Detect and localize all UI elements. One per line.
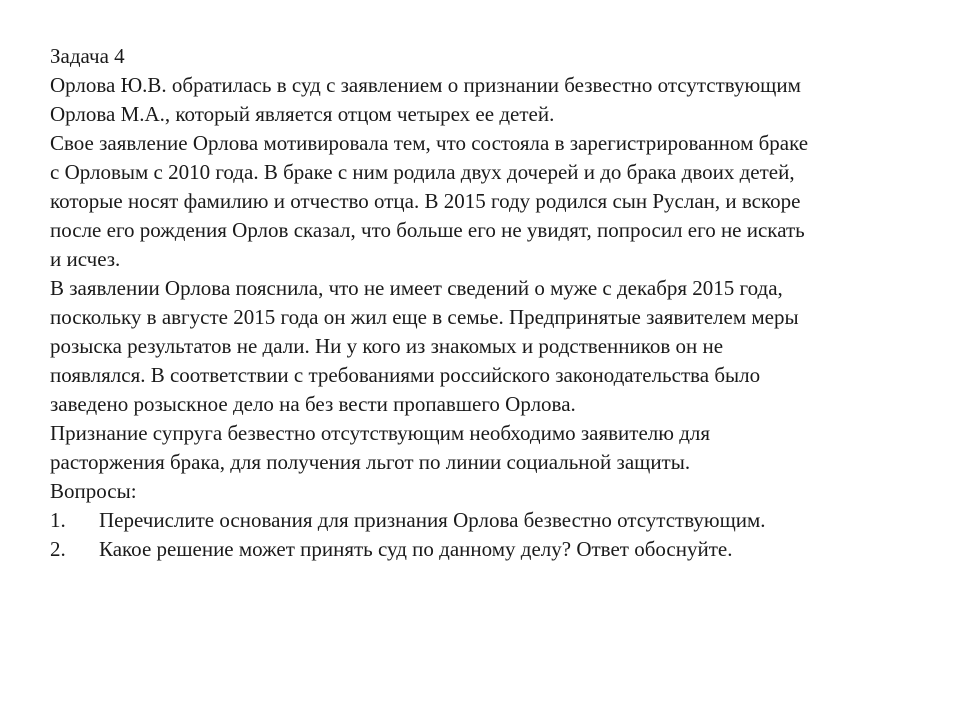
question-item xyxy=(50,535,930,564)
text-line: после его рождения Орлов сказал, что больше его не увидят, попросил его не искать xyxy=(50,218,805,242)
text-line: заведено розыскное дело на без вести пропавшего Орлова. xyxy=(50,392,576,416)
question-item xyxy=(50,506,930,535)
question-text: Какое решение может принять суд по данному делу? Ответ обоснуйте. xyxy=(99,537,733,561)
question-number: 2. xyxy=(50,537,66,561)
question-number: 1. xyxy=(50,508,66,532)
text-line: Признание супруга безвестно отсутствующим необходимо заявителю для xyxy=(50,421,711,445)
task-title: Задача 4 xyxy=(50,44,125,68)
text-line: с Орловым с 2010 года. В браке с ним родила двух дочерей и до брака двоих детей, xyxy=(50,160,795,184)
text-line: розыска результатов не дали. Ни у кого из знакомых и родственников он не xyxy=(50,334,724,358)
text-line: В заявлении Орлова пояснила, что не имеет сведений о муже с декабря 2015 года, xyxy=(50,276,783,300)
text-line: Свое заявление Орлова мотивировала тем, что состояла в зарегистрированном браке xyxy=(50,131,809,155)
text-line: и исчез. xyxy=(50,247,121,271)
task-text-frame xyxy=(50,42,930,564)
text-line: которые носят фамилию и отчество отца. В 2015 году родился сын Руслан, и вскоре xyxy=(50,189,801,213)
questions-heading: Вопросы: xyxy=(50,479,137,503)
text-line: Орлова М.А., который является отцом четырех ее детей. xyxy=(50,102,555,126)
question-text: Перечислите основания для признания Орлова безвестно отсутствующим. xyxy=(99,508,766,532)
text-line: появлялся. В соответствии с требованиями российского законодательства было xyxy=(50,363,761,387)
text-line: Орлова Ю.В. обратилась в суд с заявлением о признании безвестно отсутствующим xyxy=(50,73,801,97)
text-line: расторжения брака, для получения льгот по линии социальной защиты. xyxy=(50,450,691,474)
text-line: поскольку в августе 2015 года он жил еще в семье. Предпринятые заявителем меры xyxy=(50,305,799,329)
